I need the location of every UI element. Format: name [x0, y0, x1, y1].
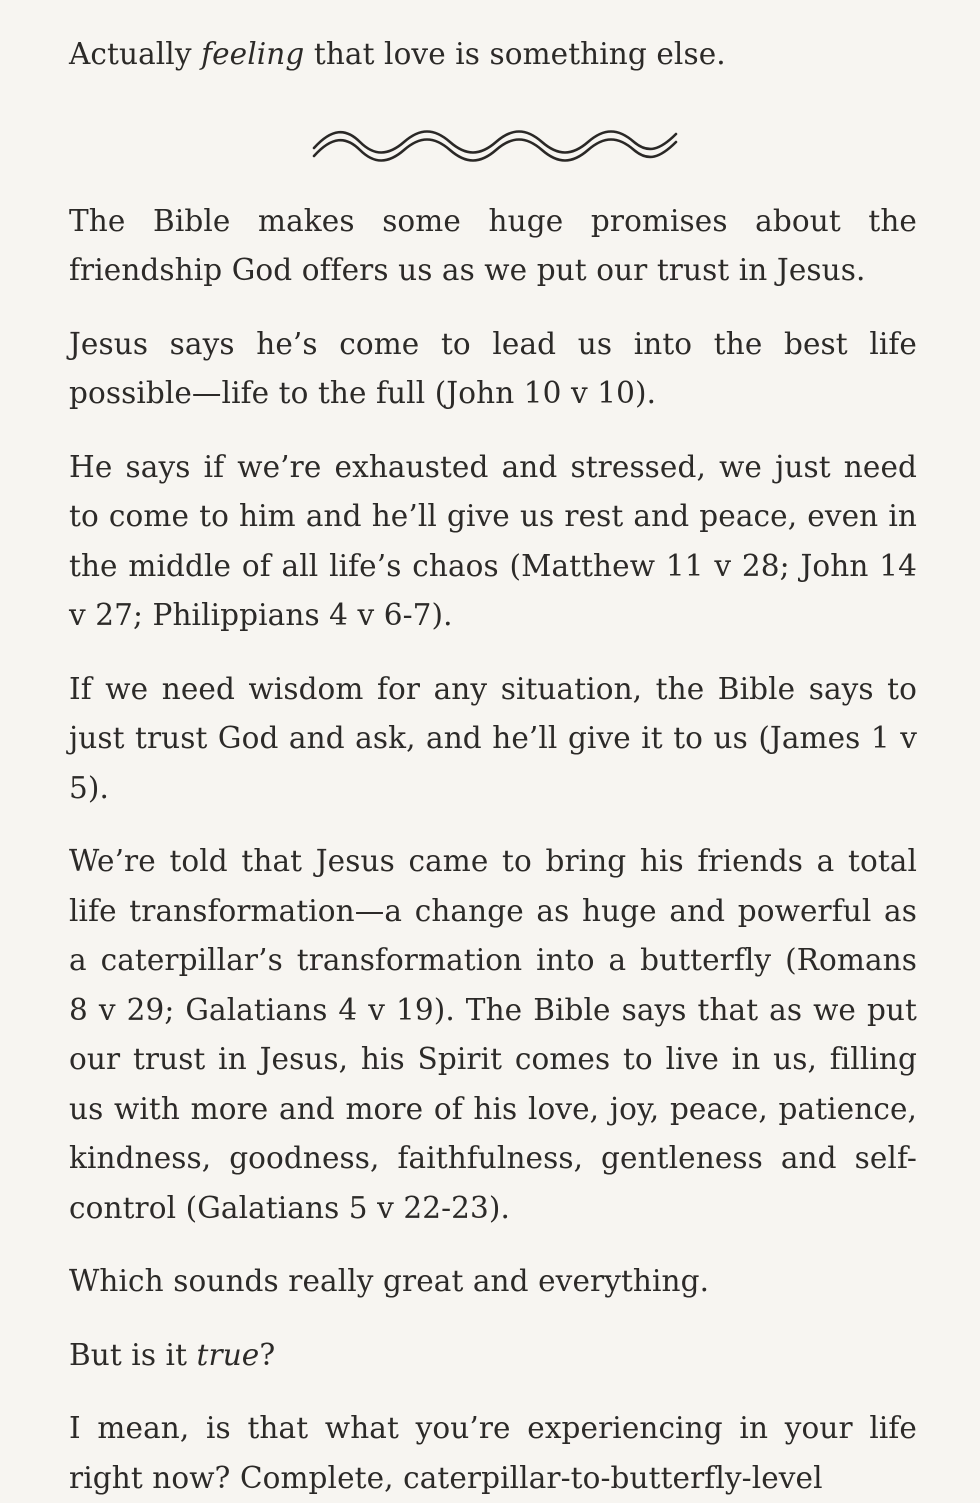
intro-text: Actually — [69, 37, 202, 71]
paragraph-rest: He says if we’re exhausted and stressed, we just need to come to him and he’ll give us rest and peace, even in the middle of all life’s chaos (Matthew 11 v 28; John 14 v 27; Philippians 4 v 6-7). — [69, 449, 917, 632]
question-text: But is it — [69, 1337, 197, 1372]
intro-line — [69, 30, 917, 80]
paragraph-promises: The Bible makes some huge promises about the friendship God offers us as we put our trust in Jesus. — [69, 203, 917, 287]
wave-ornament-icon — [312, 124, 678, 164]
paragraph-wisdom: If we need wisdom for any situation, the Bible says to just trust God and ask, and he’ll give it to us (James 1 v 5). — [69, 671, 917, 805]
question-line — [69, 1331, 917, 1381]
intro-emphasis: feeling — [201, 37, 305, 71]
question-mark: ? — [259, 1337, 276, 1372]
page-content — [69, 30, 917, 1503]
paragraph-best-life: Jesus says he’s come to lead us into the best life possible—life to the full (John 10 v 10). — [69, 326, 917, 410]
question-emphasis: true — [196, 1337, 260, 1372]
paragraph-closing: I mean, is that what you’re experiencing in your life right now? Complete, caterpillar-to-butterfly-level — [69, 1411, 917, 1495]
intro-text-end: that love is something else. — [304, 37, 726, 71]
paragraph-sounds-great: Which sounds really great and everything. — [69, 1264, 710, 1298]
paragraph-transformation: We’re told that Jesus came to bring his friends a total life transformation—a change as huge and powerful as a caterpillar’s transformation into a butterfly (Romans 8 v 29; Galatians 4 v 19). The Bible says that as we put our trust in Jesus, his Spirit comes to live in us, filling us with more and more of his love, joy, peace, patience, kindness, goodness, faithfulness, gentleness and self-control (Galatians 5 v 22-23). — [69, 844, 917, 1225]
